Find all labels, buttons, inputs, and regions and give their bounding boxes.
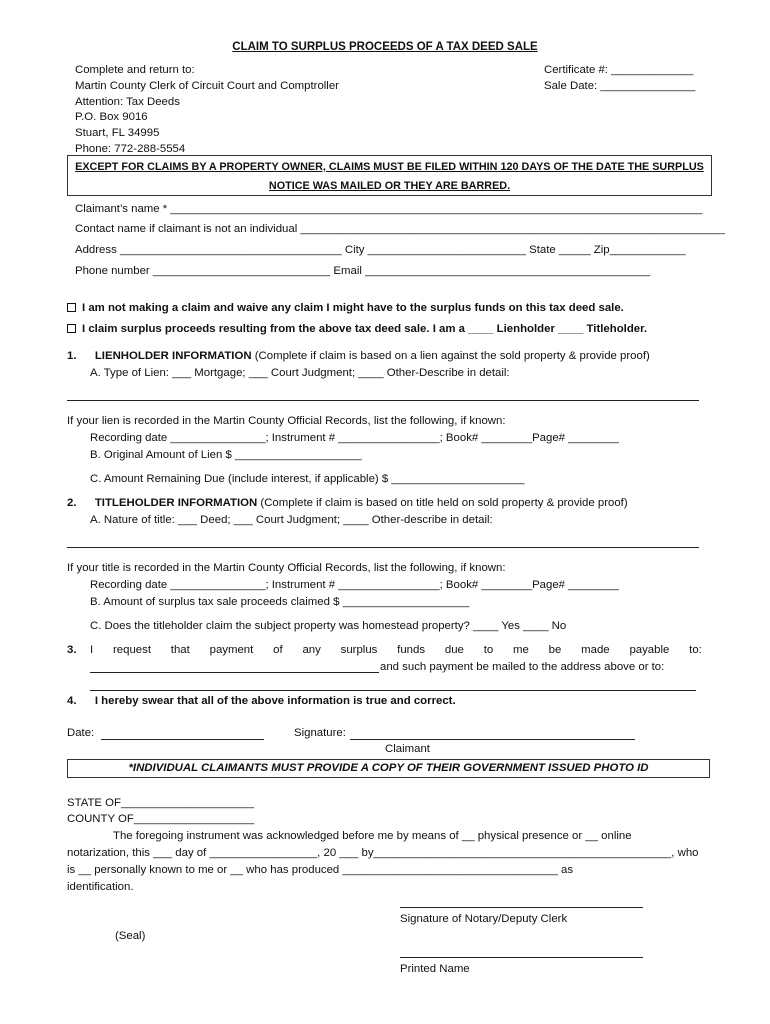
sale-date-field[interactable]: Sale Date: _______________ bbox=[544, 80, 696, 92]
payment-request-line bbox=[90, 643, 702, 658]
return-to-line: P.O. Box 9016 bbox=[75, 111, 148, 123]
title-recorded-instructions: If your title is recorded in the Martin County Official Records, list the following, if known: bbox=[67, 562, 506, 574]
section-note: (Complete if claim is based on a lien against the sold property & provide proof) bbox=[251, 350, 650, 362]
form-title: CLAIM TO SURPLUS PROCEEDS OF A TAX DEED SALE bbox=[232, 41, 538, 53]
word: any bbox=[302, 644, 321, 656]
notice-line: NOTICE WAS MAILED OR THEY ARE BARRED. bbox=[268, 180, 511, 192]
section-number: 3. bbox=[67, 644, 77, 656]
claimant-caption: Claimant bbox=[385, 743, 430, 755]
title-nature-field[interactable]: A. Nature of title: ___ Deed; ___ Court Judgment; ____ Other-describe in detail: bbox=[90, 514, 493, 526]
waive-claim-option[interactable] bbox=[67, 301, 624, 316]
word: I bbox=[90, 644, 94, 656]
return-to-line: Martin County Clerk of Circuit Court and Comptroller bbox=[75, 80, 339, 92]
word: due bbox=[444, 644, 464, 656]
sworn-statement bbox=[67, 694, 456, 709]
word: made bbox=[581, 644, 610, 656]
amount-remaining-field[interactable]: C. Amount Remaining Due (include interest, if applicable) $ _____________________ bbox=[90, 473, 525, 485]
lien-recorded-instructions: If your lien is recorded in the Martin County Official Records, list the following, if known: bbox=[67, 415, 506, 427]
title-detail-line[interactable] bbox=[67, 547, 699, 548]
word: to: bbox=[689, 644, 702, 656]
acknowledgment-line[interactable]: is __ personally known to me or __ who has produced __________________________________ as bbox=[67, 864, 574, 876]
section-number: 1. bbox=[67, 350, 77, 362]
word: payable bbox=[629, 644, 670, 656]
lien-recording-fields[interactable]: Recording date _______________; Instrument # ________________; Book# ________Page# ________ bbox=[90, 432, 619, 444]
contact-name-field[interactable]: Contact name if claimant is not an individual ___________________________________________________________________ bbox=[75, 223, 725, 235]
county-field[interactable]: COUNTY OF___________________ bbox=[67, 813, 255, 825]
surplus-claimed-field[interactable]: B. Amount of surplus tax sale proceeds claimed $ ____________________ bbox=[90, 596, 470, 608]
return-to-line: Attention: Tax Deeds bbox=[75, 96, 180, 108]
return-to-line: Stuart, FL 34995 bbox=[75, 127, 160, 139]
word: that bbox=[170, 644, 190, 656]
section-number: 4. bbox=[67, 695, 77, 707]
notary-signature-label: Signature of Notary/Deputy Clerk bbox=[400, 913, 568, 925]
homestead-question[interactable]: C. Does the titleholder claim the subject property was homestead property? ____ Yes ____ No bbox=[90, 620, 567, 632]
return-to-line: Complete and return to: bbox=[75, 64, 195, 76]
section-number: 2. bbox=[67, 497, 77, 509]
acknowledgment-line[interactable]: notarization, this ___ day of _________________, 20 ___ by_______________________________________________, who bbox=[67, 847, 699, 859]
sworn-text: I hereby swear that all of the above information is true and correct. bbox=[94, 695, 456, 707]
payment-mailing-text: and such payment be mailed to the address above or to: bbox=[380, 661, 665, 673]
claim-checkbox[interactable] bbox=[67, 324, 76, 333]
claim-proceeds-option[interactable] bbox=[67, 322, 647, 337]
seal-label: (Seal) bbox=[115, 930, 146, 942]
waive-checkbox[interactable] bbox=[67, 303, 76, 312]
word: to bbox=[483, 644, 494, 656]
word: surplus bbox=[340, 644, 378, 656]
word: payment bbox=[209, 644, 254, 656]
lien-detail-line[interactable] bbox=[67, 400, 699, 401]
payee-line[interactable] bbox=[90, 672, 379, 673]
word: of bbox=[273, 644, 283, 656]
alternate-address-line[interactable] bbox=[90, 690, 696, 691]
original-lien-amount-field[interactable]: B. Original Amount of Lien $ ____________________ bbox=[90, 449, 362, 461]
return-to-line: Phone: 772-288-5554 bbox=[75, 143, 186, 155]
acknowledgment-line: The foregoing instrument was acknowledged before me by means of __ physical presence or __ online bbox=[113, 830, 632, 842]
certificate-number-field[interactable]: Certificate #: _____________ bbox=[544, 64, 694, 76]
notary-signature-field[interactable] bbox=[400, 907, 643, 908]
claimant-name-field[interactable]: Claimant’s name * ____________________________________________________________________________________ bbox=[75, 203, 703, 215]
lienholder-section-heading bbox=[67, 349, 650, 364]
date-label: Date: bbox=[67, 727, 95, 739]
section-note: (Complete if claim is based on title held on sold property & provide proof) bbox=[257, 497, 628, 509]
acknowledgment-line: identification. bbox=[67, 881, 134, 893]
filing-deadline-notice bbox=[67, 155, 712, 196]
signature-label: Signature: bbox=[294, 727, 346, 739]
word: be bbox=[548, 644, 562, 656]
signature-field[interactable] bbox=[350, 739, 635, 740]
word: funds bbox=[397, 644, 426, 656]
printed-name-label: Printed Name bbox=[400, 963, 470, 975]
claim-label: I claim surplus proceeds resulting from the above tax deed sale. I am a ____ Lienholder ____ Titleholder. bbox=[82, 323, 648, 335]
address-field[interactable]: Address ___________________________________ City _________________________ State _____ Zip____________ bbox=[75, 244, 686, 256]
section-title: LIENHOLDER INFORMATION bbox=[94, 350, 252, 362]
printed-name-field[interactable] bbox=[400, 957, 643, 958]
lien-type-field[interactable]: A. Type of Lien: ___ Mortgage; ___ Court Judgment; ____ Other-Describe in detail: bbox=[90, 367, 510, 379]
state-field[interactable]: STATE OF_____________________ bbox=[67, 797, 255, 809]
word: request bbox=[112, 644, 151, 656]
phone-email-field[interactable]: Phone number ____________________________ Email _____________________________________________ bbox=[75, 265, 651, 277]
date-field[interactable] bbox=[101, 739, 264, 740]
title-recording-fields[interactable]: Recording date _______________; Instrument # ________________; Book# ________Page# ________ bbox=[90, 579, 619, 591]
word: me bbox=[513, 644, 529, 656]
section-title: TITLEHOLDER INFORMATION bbox=[94, 497, 258, 509]
notice-line: EXCEPT FOR CLAIMS BY A PROPERTY OWNER, CLAIMS MUST BE FILED WITHIN 120 DAYS OF THE DATE THE SURPLUS bbox=[75, 161, 704, 173]
waive-label: I am not making a claim and waive any claim I might have to the surplus funds on this tax deed sale. bbox=[82, 302, 624, 314]
photo-id-notice: *INDIVIDUAL CLAIMANTS MUST PROVIDE A COPY OF THEIR GOVERNMENT ISSUED PHOTO ID bbox=[67, 759, 710, 778]
titleholder-section-heading bbox=[67, 496, 628, 511]
